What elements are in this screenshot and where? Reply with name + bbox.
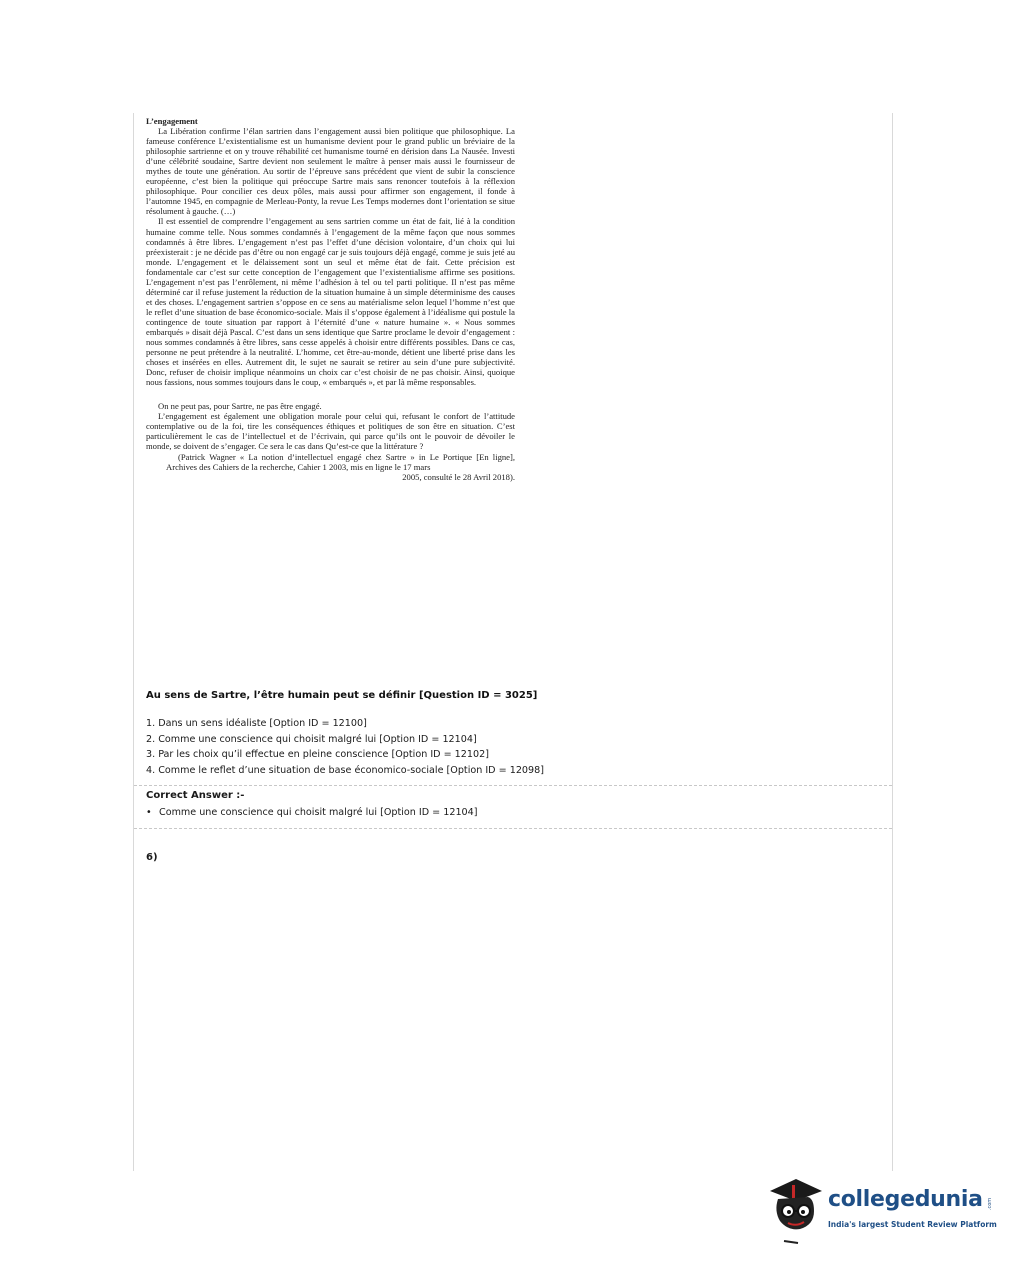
logo-tagline: India's largest Student Review Platform <box>828 1220 997 1229</box>
reading-passage <box>146 116 515 482</box>
option-1: 1. Dans un sens idéaliste [Option ID = 12100] <box>146 718 367 729</box>
passage-heading: L’engagement <box>146 116 198 126</box>
bullet-icon: • <box>146 807 152 818</box>
separator-bottom <box>134 828 892 829</box>
correct-answer-text: Comme une conscience qui choisit malgré lui [Option ID = 12104] <box>159 807 478 818</box>
next-question-number: 6) <box>146 852 158 863</box>
option-2: 2. Comme une conscience qui choisit malgré lui [Option ID = 12104] <box>146 733 477 745</box>
passage-citation-end: 2005, consulté le 28 Avril 2018). <box>402 471 515 482</box>
question-text: Au sens de Sartre, l’être humain peut se définir [Question ID = 3025] <box>146 690 538 701</box>
passage-citation: (Patrick Wagner « La notion d’intellectuel engagé chez Sartre » in Le Portique [En ligne], Archives des Cahiers de la recherche, Cahier 1 2003, mis en ligne le 17 mars <box>166 451 515 472</box>
separator-top <box>134 785 892 786</box>
page-frame-left <box>133 113 134 1171</box>
correct-answer <box>146 807 478 818</box>
correct-answer-label: Correct Answer :- <box>146 790 245 801</box>
logo-suffix: .com <box>987 1197 994 1211</box>
option-4: 4. Comme le reflet d’une situation de base économico-sociale [Option ID = 12098] <box>146 764 544 776</box>
passage-paragraph-2: Il est essentiel de comprendre l’engagement au sens sartrien comme un état de fait, lié à la condition humaine comme telle. Nous sommes condamnés à l’engagement de la même façon que nous sommes condamnés à être libres. L’engagement n’est pas l’effet d’une décision volontaire, d’un choix qui lui préexisterait : je ne décide pas d’être ou non engagé car je suis toujours déjà engagé, comme je suis jeté au monde. L’engagement et le délaissement sont un seul et même état de fait. Cette précision est fondamentale car c’est sur cette conception de l’engagement que l’existentialisme affirme ses positions. L’engagement n’est pas l’enrôlement, ni même l’adhésion à tel ou tel parti politique. Il n’est pas même déterminé car il refuse justement la réduction de la situation humaine à un simple déterminisme des causes et des choses. L’engagement sartrien s’oppose en ce sens au matérialisme selon lequel l’homme n’est que le reflet d’une situation de base économico-sociale. Mais il s’oppose également à l’idéalisme qui postule la contingence de toute situation par rapport à l’éternité d’une « nature humaine ». « Nous sommes embarqués » disait déjà Pascal. C’est dans un sens identique que Sartre proclame le devoir d’engagement : nous sommes condamnés à être libres, sans cesse appelés à choisir entre différents possibles. Dans ce cas, personne ne peut prétendre à la neutralité. L’homme, cet être-au-monde, détient une liberté prise dans les choses et insérées en elles. Autrement dit, le sujet ne saurait se retirer au sein d’une pure subjectivité. Donc, refuser de choisir implique néanmoins un choix car c’est choisir de ne pas choisir. Ainsi, quoique nous fassions, nous sommes toujours dans le coup, « embarqués », et par là même responsables. <box>146 216 515 388</box>
passage-paragraph-4: L’engagement est également une obligation morale pour celui qui, refusant le confort de l’attitude contemplative ou de la foi, tire les conséquences éthiques et politiques de son être en situation. C’est particulièrement le cas de l’intellectuel et de l’écrivain, qui parce qu’ils ont le pouvoir de dévoiler le monde, se doivent de s’engager. Ce sera le cas dans Qu’est-ce que la littérature ? <box>146 411 515 452</box>
collegedunia-logo <box>766 1177 996 1247</box>
option-3: 3. Par les choix qu’il effectue en pleine conscience [Option ID = 12102] <box>146 749 489 760</box>
passage-paragraph-1: La Libération confirme l’élan sartrien dans l’engagement aussi bien politique que philosophique. La fameuse conférence L’existentialisme est un humanisme devient pour le grand public un bréviaire de la philosophie sartrienne et on y trouve réhabilité cet humanisme tourné en dérision dans La Nausée. Investi d’une célébrité soudaine, Sartre devient non seulement le maître à penser mais aussi le fournisseur de mythes de toute une génération. Au sortir de l’épreuve sans précédent que vient de subir la conscience européenne, c’est bien la politique qui préoccupe Sartre mais sans renoncer toutefois à la réflexion philosophique. Pour concilier ces deux pôles, mais aussi pour affirmer son engagement, il fonde à l’automne 1945, en compagnie de Merleau-Ponty, la revue Les Temps modernes dont l’orientation se situe résolument à gauche. (…) <box>146 126 515 217</box>
graduate-mascot-icon <box>766 1177 826 1247</box>
option-list <box>146 716 544 778</box>
passage-paragraph-3: On ne peut pas, pour Sartre, ne pas être engagé. <box>158 401 322 412</box>
logo-wordmark: collegedunia <box>828 1187 983 1212</box>
page-frame-right <box>892 113 893 1171</box>
